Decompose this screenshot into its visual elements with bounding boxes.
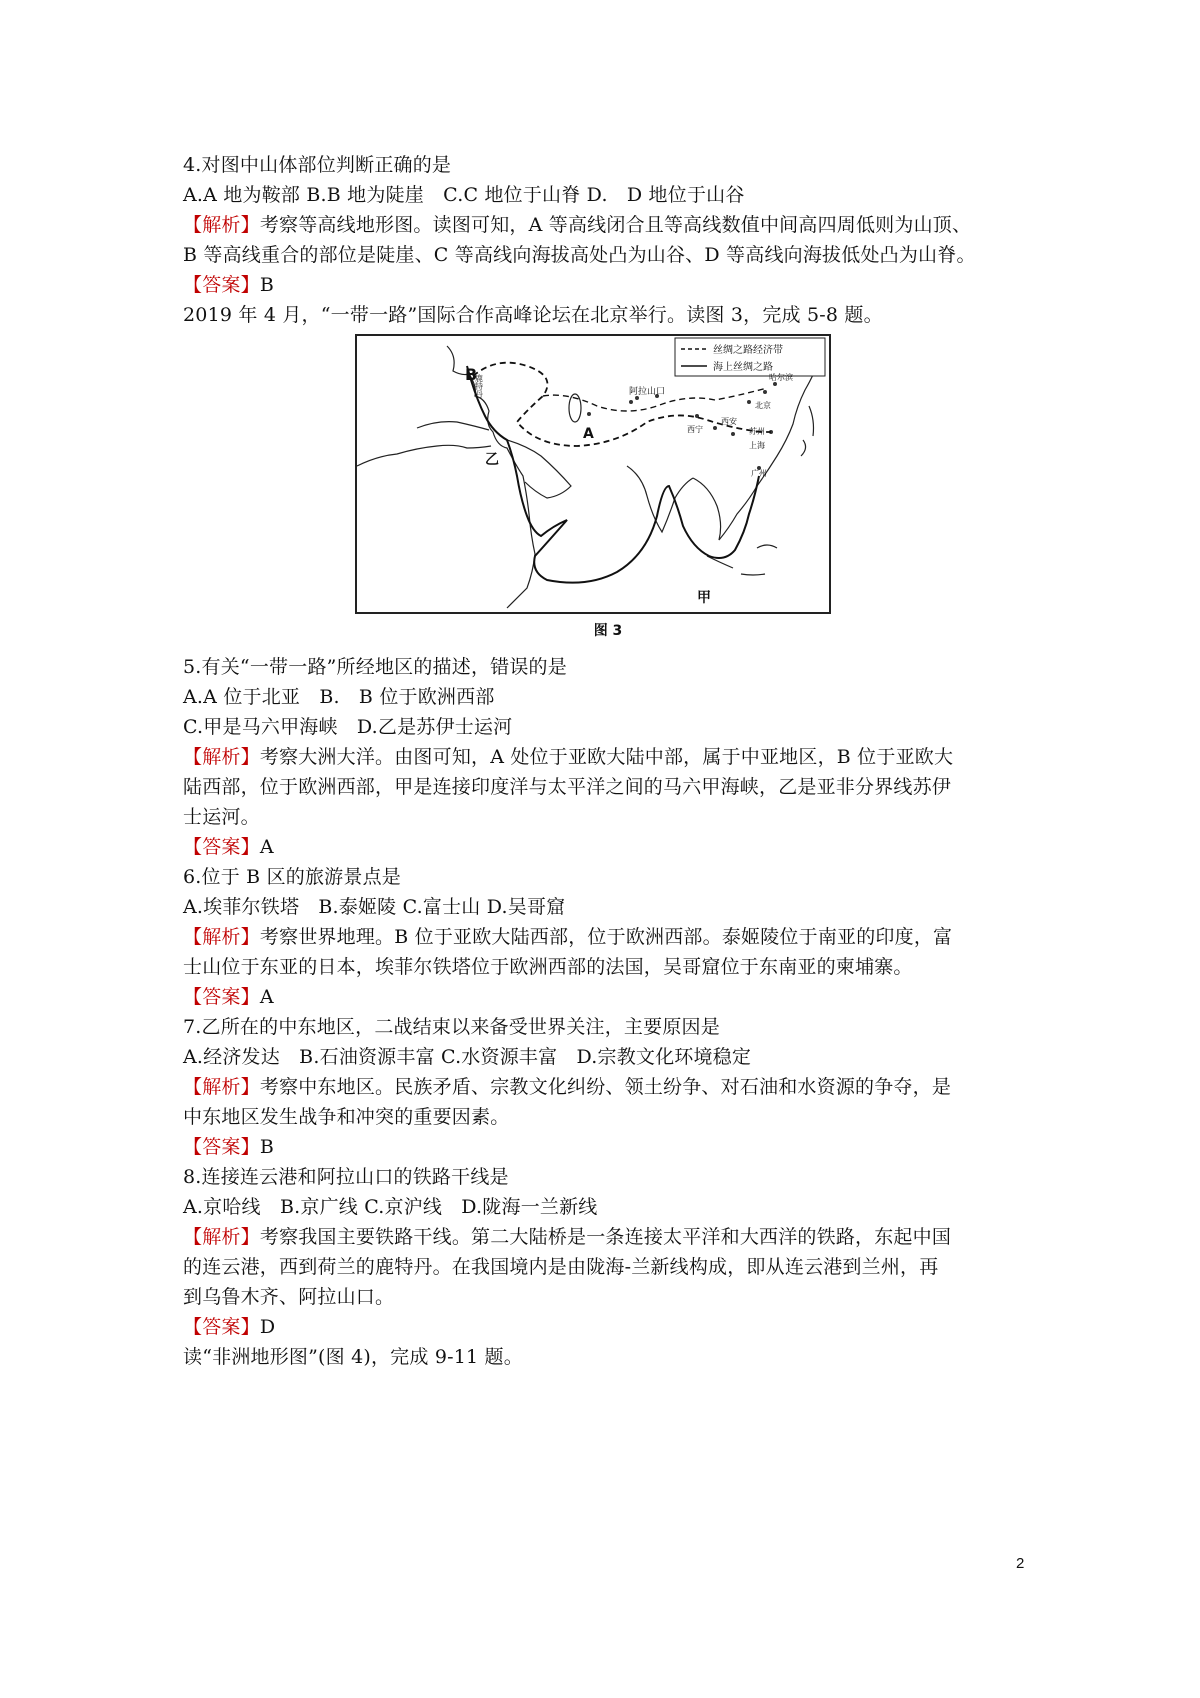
q5-options-1: A.A 位于北亚 B. B 位于欧洲西部 [183,686,495,708]
coast-mediterranean [417,422,489,430]
map-label-jia: 甲 [697,590,711,606]
islands-indonesia [707,545,777,575]
map-label-yi: 乙 [485,452,499,468]
analysis-text: 考察等高线地形图。读图可知，A 等高线闭合且等高线数值中间高四周低则为山顶、 [259,214,972,236]
coast-east-asia [693,362,819,540]
q8-analysis-line-3: 到乌鲁木齐、阿拉山口。 [183,1286,395,1308]
china-dot [629,400,633,404]
analysis-tag: 【解析】 [183,926,260,948]
analysis-tag: 【解析】 [183,1226,260,1248]
answer-value: B [259,274,274,296]
legend-maritime-silk-road: 海上丝绸之路 [713,362,773,373]
map-svg [357,336,829,612]
answer-tag: 【答案】 [183,1316,260,1338]
q5-analysis-line-2: 陆西部，位于欧洲西部，甲是连接印度洋与太平洋之间的马六甲海峡，乙是亚非分界线苏伊 [183,776,952,798]
silk-road-map [355,334,831,614]
figure-3-caption: 图 3 [593,623,623,639]
answer-tag: 【答案】 [183,274,260,296]
q6-analysis-line-2: 士山位于东亚的日本，埃菲尔铁塔位于欧洲西部的法国，吴哥窟位于东南亚的柬埔寨。 [183,956,913,978]
answer-tag: 【答案】 [183,1136,260,1158]
q7-question: 7.乙所在的中东地区，二战结束以来备受世界关注，主要原因是 [183,1016,720,1038]
page-number: 2 [1016,1555,1025,1572]
q8-analysis-line-2: 的连云港，西到荷兰的鹿特丹。在我国境内是由陇海-兰新线构成，即从连云港到兰州，再 [183,1256,939,1278]
analysis-text: 考察世界地理。B 位于亚欧大陆西部，位于欧洲西部。泰姬陵位于南亚的印度，富 [259,926,953,948]
map-label-beijing: 北京 [755,401,771,410]
map-label-xining: 西宁 [687,425,703,434]
islands-japan [801,406,814,456]
q6-question: 6.位于 B 区的旅游景点是 [183,866,401,888]
map-label-B: B [465,365,478,384]
q4-answer-line [183,270,1033,300]
q7-options: A.经济发达 B.石油资源丰富 C.水资源丰富 D.宗教文化环境稳定 [183,1046,752,1068]
answer-value: A [259,986,274,1008]
map-label-harbin: 哈尔滨 [769,373,793,382]
q8-question: 8.连接连云港和阿拉山口的铁路干线是 [183,1166,509,1188]
q4-analysis-line [183,210,1033,240]
q5-answer-line [183,832,1033,862]
map-label-A: A [583,426,594,442]
maritime-silk-road-route [467,366,759,583]
map-label-suzhou: 苏州 [749,427,765,436]
map-label-alashankou: 阿拉山口 [629,387,666,397]
coast-west-africa [357,445,491,466]
map-label-guangzhou: 广州 [751,469,767,478]
q7-analysis-line-2: 中东地区发生战争和冲突的重要因素。 [183,1106,510,1128]
q8-options: A.京哈线 B.京广线 C.京沪线 D.陇海一兰新线 [183,1196,598,1218]
intro-5-8: 2019 年 4 月，“一带一路”国际合作高峰论坛在北京举行。读图 3，完成 5-8 题。 [183,304,883,326]
analysis-text: 考察大洲大洋。由图可知，A 处位于亚欧大陆中部，属于中亚地区，B 位于亚欧大 [259,746,954,768]
q8-answer-line [183,1312,1033,1342]
intro-9-11: 读“非洲地形图”(图 4)，完成 9-11 题。 [183,1346,523,1368]
answer-value: B [259,1136,274,1158]
map-label-shanghai: 上海 [749,441,765,450]
analysis-tag: 【解析】 [183,1076,260,1098]
q6-analysis-line [183,922,1033,952]
answer-value: A [259,836,274,858]
q4-analysis-line-2: B 等高线重合的部位是陡崖、C 等高线向海拔高处凸为山谷、D 等高线向海拔低处凸为山脊。 [183,244,976,266]
q5-analysis-line [183,742,1033,772]
legend-silk-road-belt: 丝绸之路经济带 [713,345,783,356]
q6-answer-line [183,982,1033,1012]
china-dot [587,412,591,416]
map-label-rotterdam: 鹿特丹 [474,374,484,398]
map-label-xian: 西安 [721,417,737,426]
document-page [183,150,1033,1372]
analysis-tag: 【解析】 [183,214,260,236]
china-dot [731,432,735,436]
analysis-text: 考察我国主要铁路干线。第二大陆桥是一条连接太平洋和大西洋的铁路，东起中国 [259,1226,952,1248]
q4-question: 4.对图中山体部位判断正确的是 [183,154,452,176]
china-dot [713,426,717,430]
coast-india [627,466,693,532]
answer-tag: 【答案】 [183,986,260,1008]
q5-options-2: C.甲是马六甲海峡 D.乙是苏伊士运河 [183,716,513,738]
q6-options: A.埃菲尔铁塔 B.泰姬陵 C.富士山 D.吴哥窟 [183,896,566,918]
answer-value: D [259,1316,276,1338]
china-dot [763,390,767,394]
coast-arabia [507,440,571,498]
q7-analysis-line [183,1072,1033,1102]
q8-analysis-line [183,1222,1033,1252]
analysis-text: 考察中东地区。民族矛盾、宗教文化纠纷、领土纷争、对石油和水资源的争夺，是 [259,1076,952,1098]
coast-europe-africa [447,346,535,608]
figure-3 [183,330,1033,652]
china-dot [747,400,751,404]
q7-answer-line [183,1132,1033,1162]
q5-question: 5.有关“一带一路”所经地区的描述，错误的是 [183,656,567,678]
china-dot [773,382,777,386]
q5-analysis-line-3: 士运河。 [183,806,260,828]
q4-options: A.A 地为鞍部 B.B 地为陡崖 C.C 地位于山脊 D. D 地位于山谷 [183,184,745,206]
answer-tag: 【答案】 [183,836,260,858]
analysis-tag: 【解析】 [183,746,260,768]
